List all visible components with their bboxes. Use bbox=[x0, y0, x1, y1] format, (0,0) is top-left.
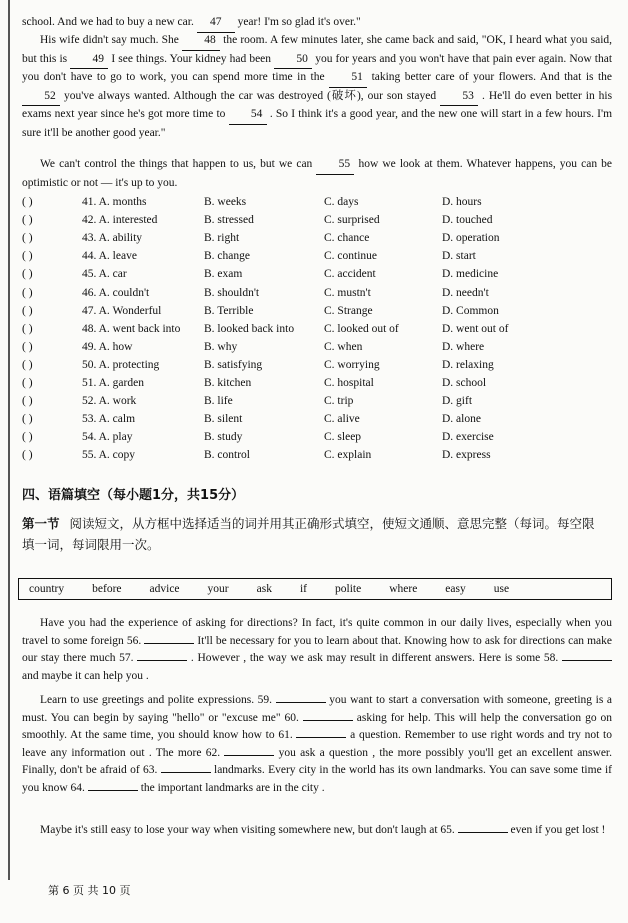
blank-51: 51 bbox=[329, 69, 367, 88]
blank-60[interactable] bbox=[303, 720, 353, 721]
option-row bbox=[22, 428, 572, 446]
word-box-item: if bbox=[299, 583, 307, 595]
answer-bracket[interactable]: ( ) bbox=[22, 376, 33, 389]
option-c: C. surprised bbox=[324, 214, 380, 227]
option-a: 45. A. car bbox=[82, 268, 127, 281]
page-footer: 第 6 页 共 10 页 bbox=[48, 884, 131, 897]
option-b: B. right bbox=[204, 232, 240, 245]
option-c: C. when bbox=[324, 340, 363, 353]
option-a: 53. A. calm bbox=[82, 413, 136, 426]
option-c: C. days bbox=[324, 196, 359, 209]
option-b: B. life bbox=[204, 395, 233, 408]
answer-bracket[interactable]: ( ) bbox=[22, 358, 33, 371]
option-a: 43. A. ability bbox=[82, 232, 143, 245]
option-c: C. looked out of bbox=[324, 322, 399, 335]
answer-bracket[interactable]: ( ) bbox=[22, 232, 33, 245]
option-b: B. looked back into bbox=[204, 322, 295, 335]
section-title: 四、语篇填空（每小题1分，共15分） bbox=[22, 488, 245, 503]
word-box-item: advice bbox=[149, 583, 180, 595]
option-a: 44. A. leave bbox=[82, 250, 137, 263]
word-box-item: your bbox=[207, 583, 229, 595]
option-c: C. alive bbox=[324, 413, 360, 426]
answer-bracket[interactable]: ( ) bbox=[22, 340, 33, 353]
word-box-item: use bbox=[493, 583, 510, 595]
option-row bbox=[22, 392, 572, 410]
blank-63[interactable] bbox=[161, 772, 211, 773]
option-c: C. hospital bbox=[324, 376, 374, 389]
option-a: 50. A. protecting bbox=[82, 358, 160, 371]
blank-52: 52 bbox=[22, 88, 60, 107]
instruction-label: 第一节 bbox=[22, 516, 60, 531]
option-c: C. mustn't bbox=[324, 286, 371, 299]
option-a: 46. A. couldn't bbox=[82, 286, 150, 299]
blank-64[interactable] bbox=[88, 790, 138, 791]
passage-paragraph-2: His wife didn't say much. She 48 the room. A few minutes later, she came back and said, "OK, I heard what you said, but this is 49 I see things. Your kidney had been 50 you for years and you won't have that pain ever again. Now that you don't have to go to work, you can spend more time in the 51 taking better care of your flowers. And that is the 52 you've always wanted. Although the car was destroyed (破坏), our son stayed 53 . He'll do even better in his exams next year since he's got more time to 54 . So I think it's a good year, and the new one will start in a few hours. I'm sure it'll be another good year." bbox=[22, 34, 613, 139]
option-d: D. medicine bbox=[442, 268, 499, 281]
options-table bbox=[22, 193, 572, 464]
option-d: D. hours bbox=[442, 196, 482, 209]
option-b: B. stressed bbox=[204, 214, 254, 227]
option-c: C. continue bbox=[324, 250, 378, 263]
option-b: B. kitchen bbox=[204, 376, 252, 389]
blank-48: 48 bbox=[182, 32, 220, 51]
option-d: D. operation bbox=[442, 232, 500, 245]
option-row bbox=[22, 229, 572, 247]
blank-49: 49 bbox=[70, 51, 108, 70]
option-row bbox=[22, 247, 572, 265]
option-a: 55. A. copy bbox=[82, 449, 136, 462]
option-a: 51. A. garden bbox=[82, 376, 144, 389]
option-b: B. satisfying bbox=[204, 358, 263, 371]
option-b: B. study bbox=[204, 431, 243, 444]
passage-line-1: school. And we had to buy a new car. 47 year! I'm so glad it's over." bbox=[22, 14, 612, 33]
option-b: B. shouldn't bbox=[204, 286, 260, 299]
blank-59[interactable] bbox=[276, 702, 326, 703]
option-a: 52. A. work bbox=[82, 395, 137, 408]
blank-54: 54 bbox=[229, 106, 267, 125]
passage2-paragraph-2: Learn to use greetings and polite expressions. 59. you want to start a conversation with someone, greeting is a must. You can begin by saying "hello" or "excuse me" 60. asking for help. This will help the conversation go on smoothly. At the same time, you should know how to 61. a question. Remember to use right words and try not to leave any information out . The more 62. you ask a question , the more possibly you'll get an excellent answer. Finally, don't be afraid of 63. landmarks. Every city in the world has its own landmarks. You can save some time if you know 64. the important landmarks are in the city . bbox=[22, 694, 613, 794]
option-a: 48. A. went back into bbox=[82, 322, 181, 335]
option-d: D. needn't bbox=[442, 286, 489, 299]
option-b: B. weeks bbox=[204, 196, 247, 209]
option-b: B. control bbox=[204, 449, 250, 462]
option-row bbox=[22, 410, 572, 428]
option-c: C. trip bbox=[324, 395, 354, 408]
blank-58[interactable] bbox=[562, 660, 612, 661]
answer-bracket[interactable]: ( ) bbox=[22, 286, 33, 299]
word-box-item: easy bbox=[445, 583, 466, 595]
passage2-paragraph-3: Maybe it's still easy to lose your way when visiting somewhere new, but don't laugh at 65. even if you get lost ! bbox=[40, 824, 606, 836]
option-a: 49. A. how bbox=[82, 340, 133, 353]
option-d: D. Common bbox=[442, 304, 499, 317]
option-d: D. express bbox=[442, 449, 491, 462]
option-row bbox=[22, 265, 572, 283]
option-c: C. chance bbox=[324, 232, 370, 245]
option-row bbox=[22, 302, 572, 320]
option-row bbox=[22, 374, 572, 392]
option-a: 54. A. play bbox=[82, 431, 133, 444]
option-b: B. silent bbox=[204, 413, 243, 426]
option-d: D. gift bbox=[442, 395, 473, 408]
blank-57[interactable] bbox=[137, 660, 187, 661]
blank-53: 53 bbox=[440, 88, 478, 107]
option-c: C. explain bbox=[324, 449, 372, 462]
blank-47: 47 bbox=[197, 14, 235, 33]
passage-paragraph-3: We can't control the things that happen to us, but we can 55 how we look at them. Whatever happens, you can be optimistic or not — it's up to you. bbox=[22, 158, 613, 189]
word-box-item: ask bbox=[256, 583, 272, 595]
answer-bracket[interactable]: ( ) bbox=[22, 250, 33, 263]
answer-bracket[interactable]: ( ) bbox=[22, 431, 33, 444]
option-d: D. exercise bbox=[442, 431, 494, 444]
option-row bbox=[22, 320, 572, 338]
answer-bracket[interactable]: ( ) bbox=[22, 268, 33, 281]
instruction-text: 阅读短文，从方框中选择适当的词并用其正确形式填空，使短文通顺、意思完整（每词。每空限填一词，每词限用一次。 bbox=[22, 516, 595, 552]
option-a: 47. A. Wonderful bbox=[82, 304, 162, 317]
blank-50: 50 bbox=[274, 51, 312, 70]
answer-bracket[interactable]: ( ) bbox=[22, 196, 33, 209]
answer-bracket[interactable]: ( ) bbox=[22, 413, 33, 426]
option-d: D. where bbox=[442, 340, 485, 353]
option-b: B. why bbox=[204, 340, 238, 353]
blank-56[interactable] bbox=[144, 643, 194, 644]
answer-bracket[interactable]: ( ) bbox=[22, 214, 33, 227]
option-c: C. Strange bbox=[324, 304, 373, 317]
option-row bbox=[22, 283, 572, 301]
instruction bbox=[22, 513, 607, 555]
word-box-item: country bbox=[29, 583, 65, 595]
blank-62[interactable] bbox=[224, 755, 274, 756]
option-a: 41. A. months bbox=[82, 196, 147, 209]
option-c: C. accident bbox=[324, 268, 376, 281]
option-d: D. touched bbox=[442, 214, 493, 227]
option-c: C. sleep bbox=[324, 431, 362, 444]
option-b: B. exam bbox=[204, 268, 243, 281]
option-d: D. went out of bbox=[442, 322, 509, 335]
answer-bracket[interactable]: ( ) bbox=[22, 395, 33, 408]
option-b: B. change bbox=[204, 250, 250, 263]
option-b: B. Terrible bbox=[204, 304, 254, 317]
blank-61[interactable] bbox=[296, 737, 346, 738]
option-a: 42. A. interested bbox=[82, 214, 158, 227]
option-d: D. school bbox=[442, 376, 487, 389]
option-row bbox=[22, 211, 572, 229]
answer-bracket[interactable]: ( ) bbox=[22, 449, 33, 462]
word-box-item: polite bbox=[335, 583, 362, 595]
word-box-item: where bbox=[389, 583, 418, 595]
blank-65[interactable] bbox=[458, 832, 508, 833]
option-d: D. start bbox=[442, 250, 476, 263]
option-d: D. alone bbox=[442, 413, 481, 426]
passage2-paragraph-1: Have you had the experience of asking for directions? In fact, it's quite common in our daily lives, especially when you travel to some foreign 56. It'll be necessary for you to learn about that. Knowing how to ask for directions can make our stay there much 57. . However , the way we ask may result in different answers. Here is some 58. and maybe it can help you . bbox=[22, 617, 613, 682]
option-row bbox=[22, 356, 572, 374]
option-c: C. worrying bbox=[324, 358, 380, 371]
answer-bracket[interactable]: ( ) bbox=[22, 322, 33, 335]
option-row bbox=[22, 446, 572, 464]
option-row bbox=[22, 193, 572, 211]
blank-55: 55 bbox=[316, 156, 354, 175]
answer-bracket[interactable]: ( ) bbox=[22, 304, 33, 317]
word-box-item: before bbox=[92, 583, 122, 595]
word-box bbox=[18, 578, 612, 600]
binding-line bbox=[8, 0, 10, 880]
option-d: D. relaxing bbox=[442, 358, 494, 371]
option-row bbox=[22, 338, 572, 356]
